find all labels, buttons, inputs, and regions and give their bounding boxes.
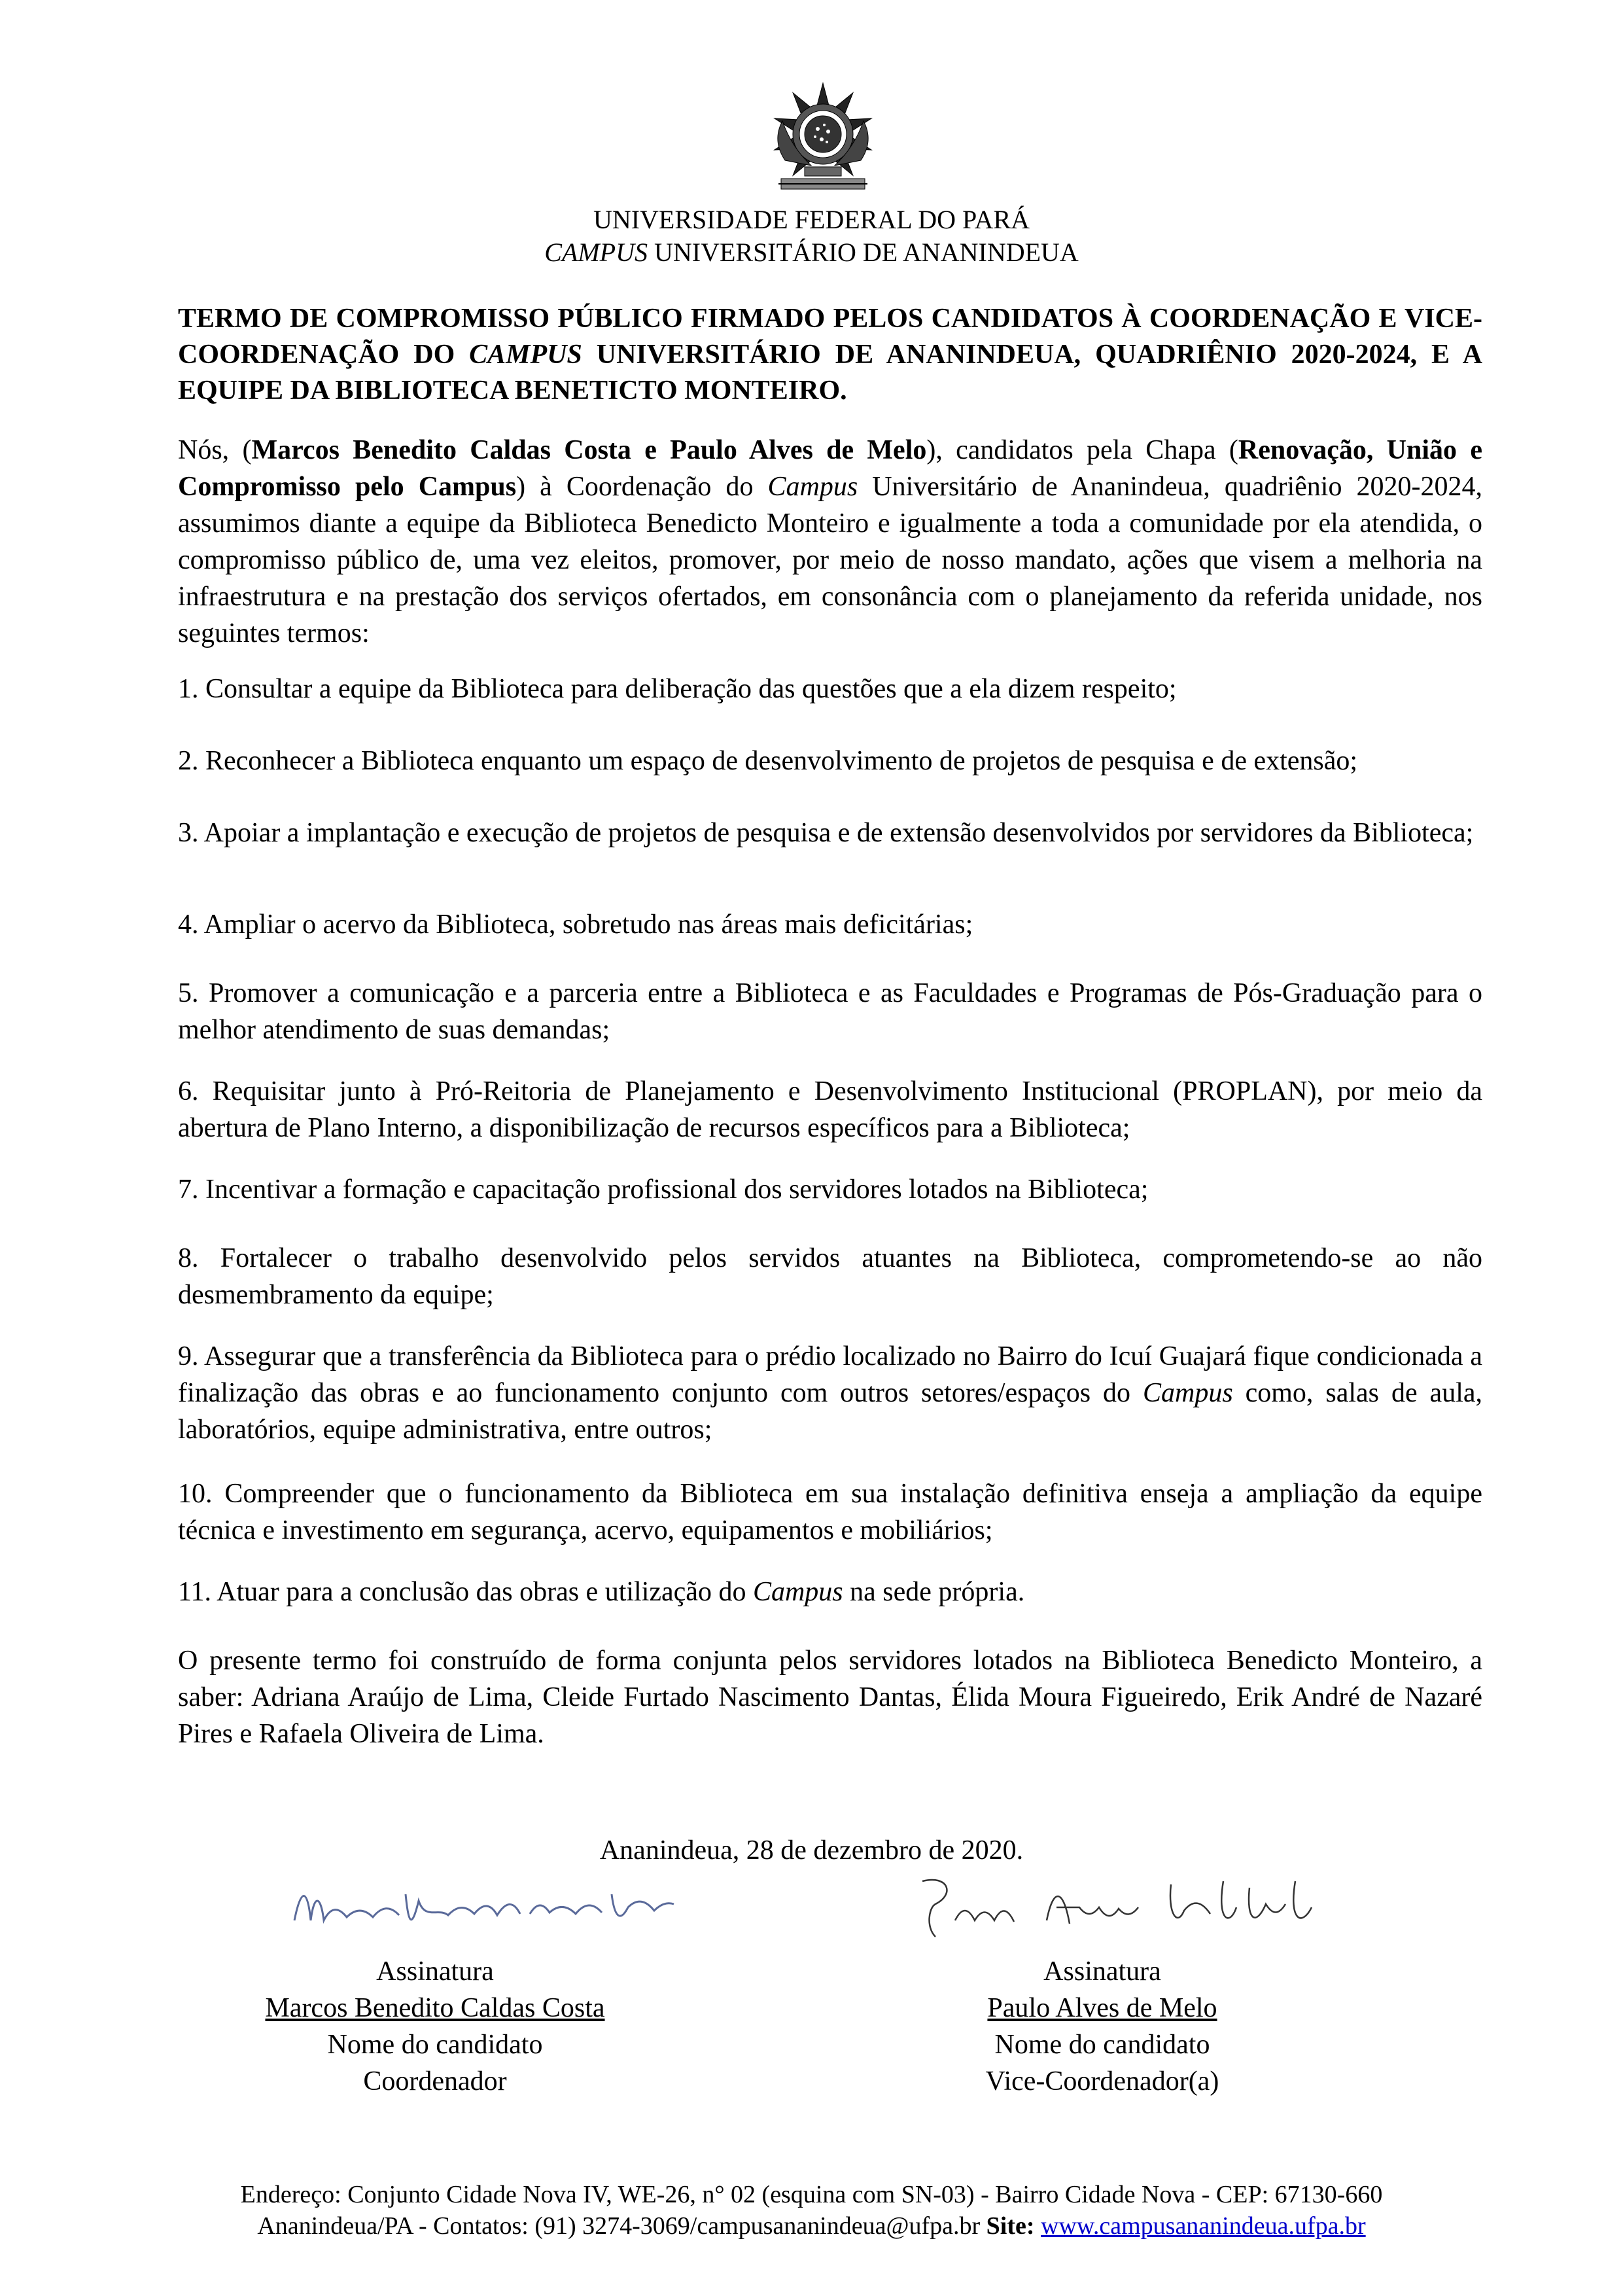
- commitment-item-4: 4. Ampliar o acervo da Biblioteca, sobretudo nas áreas mais deficitárias;: [178, 910, 973, 940]
- coat-of-arms-icon: [765, 82, 881, 197]
- intro-text-4: Universitário de Ananindeua, quadriênio 2020-2024, assumimos diante a equipe da Biblioteca Benedicto Monteiro e igualmente a toda a comunidade por ela atendida, o compromisso público de, uma vez eleitos, promover, por meio de nosso mandato, ações que visem a melhoria na infraestrutura e na prestação dos serviços ofertados, em consonância com o planejamento da referida unidade, nos seguintes termos:: [178, 472, 1482, 648]
- item-9-campus-italic: Campus: [1142, 1378, 1233, 1408]
- commitment-item-5: 5. Promover a comunicação e a parceria entre a Biblioteca e as Faculdades e Programas de Pós-Graduação para o melhor atendimento de suas demandas;: [178, 978, 1482, 1045]
- commitment-item-10: 10. Compreender que o funcionamento da Biblioteca em sua instalação definitiva enseja a ampliação da equipe técnica e investimento em segurança, acervo, equipamentos e mobiliários;: [178, 1479, 1482, 1545]
- intro-paragraph: [178, 432, 1482, 652]
- item-11-text-a: 11. Atuar para a conclusão das obras e utilização do: [178, 1577, 753, 1607]
- campus-name-rest: UNIVERSITÁRIO DE ANANINDEUA: [647, 238, 1079, 267]
- intro-text-1: Nós, (: [178, 435, 252, 465]
- commitment-item-11: [178, 1574, 1482, 1610]
- signature-label: Assinatura: [376, 1956, 494, 1987]
- footer: [0, 2179, 1623, 2242]
- candidate-caption: Nome do candidato: [327, 2030, 543, 2060]
- intro-campus-italic: Campus: [767, 472, 858, 502]
- signature-block-coordinator: [141, 1953, 729, 2100]
- commitment-item-7: 7. Incentivar a formação e capacitação profissional dos servidores lotados na Biblioteca;: [178, 1174, 1149, 1205]
- commitment-item-6: 6. Requisitar junto à Pró-Reitoria de Planejamento e Desenvolvimento Institucional (PROPLAN), por meio da abertura de Plano Interno, a disponibilização de recursos específicos para a Biblioteca;: [178, 1076, 1482, 1143]
- candidate-caption: Nome do candidato: [994, 2030, 1210, 2060]
- institution-name: UNIVERSIDADE FEDERAL DO PARÁ: [593, 205, 1030, 234]
- place-and-date: Ananindeua, 28 de dezembro de 2020.: [599, 1835, 1024, 1865]
- title-part-2: UNIVERSITÁRIO DE ANANINDEUA, QUADRIÊNIO 2020-2024, E A EQUIPE DA BIBLIOTECA BENETICTO MONTEIRO.: [178, 340, 1482, 406]
- candidate-role: Coordenador: [363, 2066, 507, 2096]
- signature-block-vice-coordinator: [808, 1953, 1397, 2100]
- item-11-text-c: na sede própria.: [843, 1577, 1025, 1607]
- signature-label: Assinatura: [1043, 1956, 1161, 1987]
- document-title: [178, 301, 1482, 409]
- item-11-campus-italic: Campus: [752, 1577, 843, 1607]
- footer-site-label: Site:: [986, 2212, 1035, 2240]
- intro-text-2: ), candidatos pela Chapa (: [926, 435, 1238, 465]
- candidate-name: Paulo Alves de Melo: [987, 1993, 1217, 2023]
- footer-contacts-text: Ananindeua/PA - Contatos: (91) 3274-3069/campusananindeua@ufpa.br: [257, 2212, 986, 2240]
- signature-left-handwritten: [288, 1875, 680, 1940]
- commitment-item-2: 2. Reconhecer a Biblioteca enquanto um espaço de desenvolvimento de projetos de pesquisa e de extensão;: [178, 746, 1358, 776]
- signature-right-handwritten: [909, 1868, 1328, 1947]
- footer-site-link[interactable]: www.campusananindeua.ufpa.br: [1041, 2212, 1366, 2240]
- title-italic: CAMPUS: [469, 340, 582, 370]
- commitment-item-9: [178, 1338, 1482, 1448]
- candidate-name: Marcos Benedito Caldas Costa: [265, 1993, 605, 2023]
- candidate-names: Marcos Benedito Caldas Costa e Paulo Alves de Melo: [251, 435, 927, 465]
- item-9-text-c: como, salas de aula, laboratórios, equipe administrativa, entre outros;: [178, 1378, 1483, 1445]
- commitment-item-8: 8. Fortalecer o trabalho desenvolvido pelos servidos atuantes na Biblioteca, comprometendo-se ao não desmembramento da equipe;: [178, 1243, 1482, 1310]
- commitment-item-1: 1. Consultar a equipe da Biblioteca para deliberação das questões que a ela dizem respeito;: [178, 674, 1177, 704]
- title-part-1: TERMO DE COMPROMISSO PÚBLICO FIRMADO PELOS CANDIDATOS À COORDENAÇÃO E VICE-COORDENAÇÃO DO: [178, 304, 1482, 370]
- candidate-role: Vice-Coordenador(a): [985, 2066, 1219, 2096]
- footer-address: Endereço: Conjunto Cidade Nova IV, WE-26, n° 02 (esquina com SN-03) - Bairro Cidade Nova - CEP: 67130-660: [240, 2181, 1383, 2208]
- closing-paragraph: O presente termo foi construído de forma conjunta pelos servidores lotados na Biblioteca Benedicto Monteiro, a saber: Adriana Araújo de Lima, Cleide Furtado Nascimento Dantas, Élida Moura Figueiredo, Erik André de Nazaré Pires e Rafaela Oliveira de Lima.: [178, 1646, 1482, 1749]
- footer-contacts: [0, 2210, 1623, 2242]
- item-9-text-a: 9. Assegurar que a transferência da Biblioteca para o prédio localizado no Bairro do Icuí Guajará fique condicionada a finalização das obras e ao funcionamento conjunto com outros setores/espaços do: [178, 1341, 1482, 1408]
- intro-text-3: ) à Coordenação do: [516, 472, 768, 502]
- commitment-item-3: 3. Apoiar a implantação e execução de projetos de pesquisa e de extensão desenvolvidos por servidores da Biblioteca;: [178, 818, 1474, 848]
- chapa-name: Renovação, União e Compromisso pelo Campus: [178, 435, 1482, 502]
- campus-italic: CAMPUS: [544, 238, 648, 267]
- campus-name: [0, 236, 1623, 270]
